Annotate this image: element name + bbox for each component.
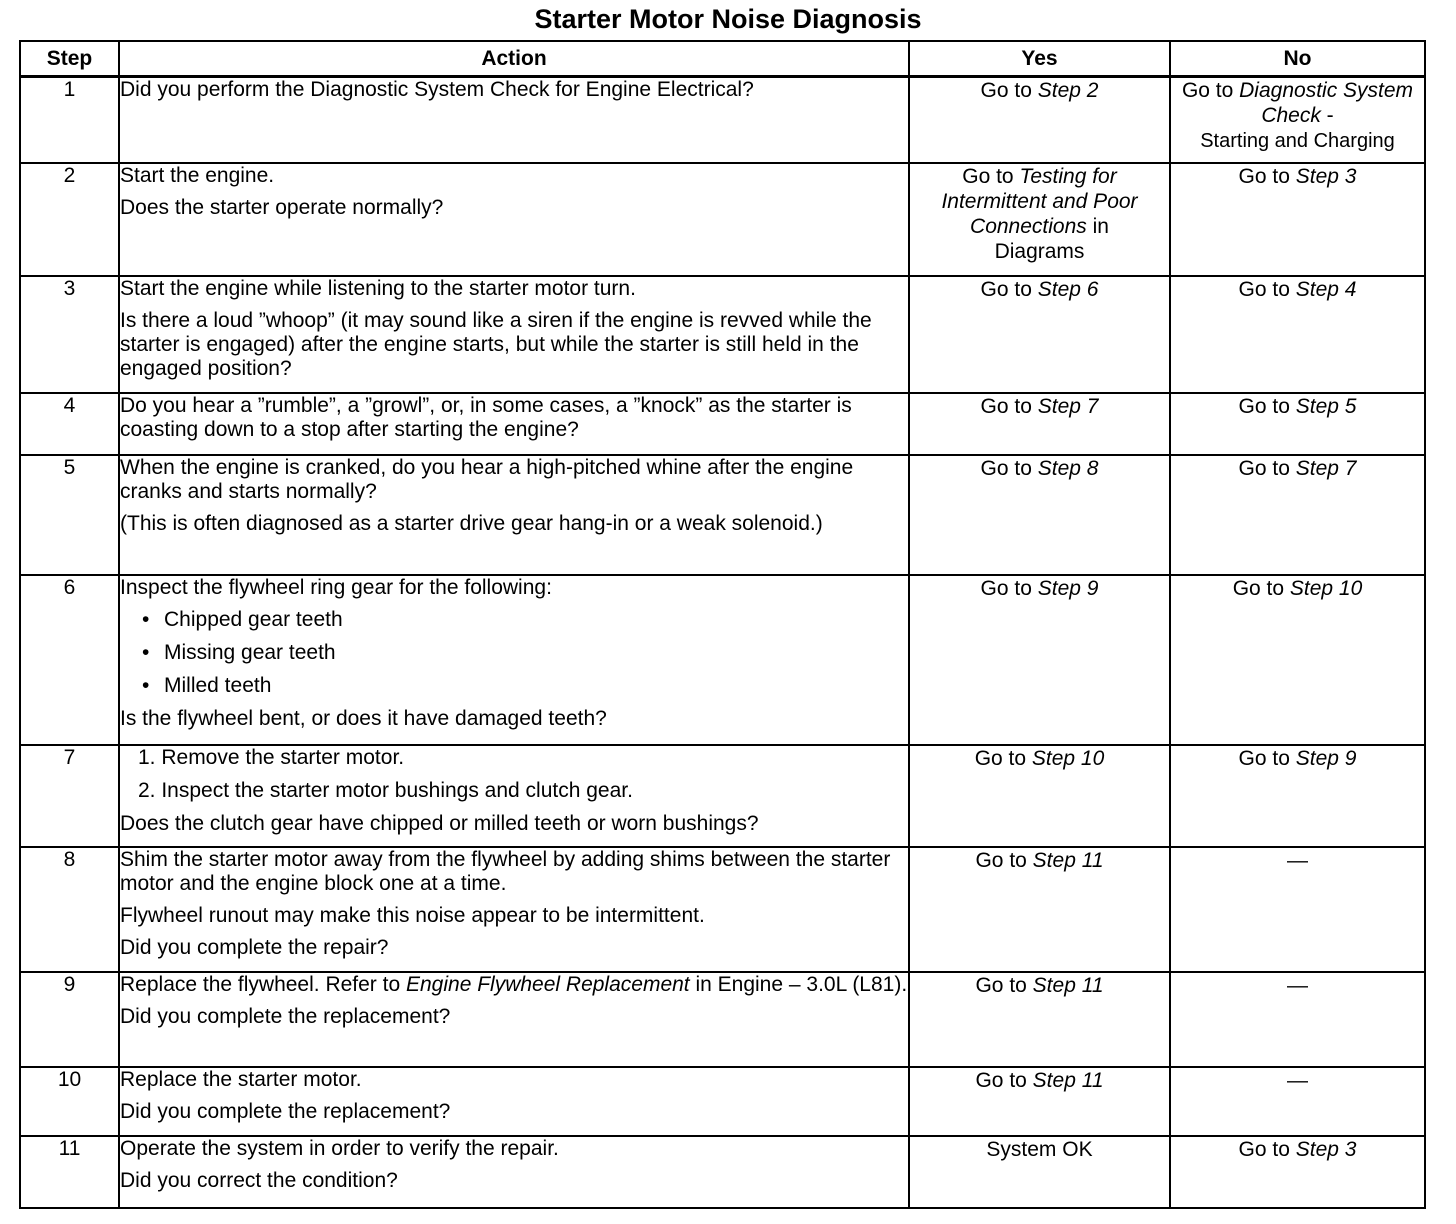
- no-step-link[interactable]: Step 5: [1295, 394, 1357, 418]
- step-number: 4: [20, 393, 119, 455]
- action-cell: [119, 972, 909, 1067]
- no-dash: —: [1287, 973, 1308, 997]
- action-text: Inspect the flywheel ring gear for the following:: [120, 575, 552, 599]
- no-step-link[interactable]: Step 3: [1295, 1137, 1357, 1161]
- no-cell: [1170, 77, 1425, 163]
- no-step-link[interactable]: Step 7: [1295, 456, 1357, 480]
- no-prefix: Go to: [1238, 746, 1296, 770]
- yes-prefix: Go to: [974, 746, 1032, 770]
- no-step-link[interactable]: Step 9: [1295, 746, 1357, 770]
- action-text: Start the engine while listening to the starter motor turn.: [120, 276, 636, 300]
- step-number: 1: [20, 77, 119, 163]
- action-text: Operate the system in order to verify the repair.: [120, 1136, 559, 1160]
- list-item: • Milled teeth: [142, 674, 908, 698]
- no-prefix: Go to: [1238, 277, 1296, 301]
- action-question: Is the flywheel bent, or does it have damaged teeth?: [120, 706, 607, 730]
- action-cell: [119, 1136, 909, 1208]
- yes-step-link[interactable]: Step 6: [1037, 277, 1099, 301]
- yes-step-link[interactable]: Step 11: [1032, 848, 1104, 872]
- yes-cell: [909, 1136, 1170, 1208]
- yes-step-link[interactable]: Step 7: [1037, 394, 1099, 418]
- yes-cell: [909, 77, 1170, 163]
- yes-prefix: Go to: [975, 1068, 1033, 1092]
- no-cell: [1170, 1136, 1425, 1208]
- action-question: Do you hear a ”rumble”, a ”growl”, or, in some cases, a ”knock” as the starter is coasting down to a stop after starting the engine?: [120, 393, 852, 441]
- yes-cell: [909, 745, 1170, 847]
- yes-prefix: Go to: [975, 848, 1033, 872]
- yes-prefix: Go to: [980, 456, 1038, 480]
- yes-prefix: Go to: [962, 164, 1020, 188]
- action-question: Does the clutch gear have chipped or milled teeth or worn bushings?: [120, 811, 759, 835]
- no-step-link[interactable]: Step 4: [1295, 277, 1357, 301]
- table-row: [20, 163, 1425, 276]
- step-number: 6: [20, 575, 119, 745]
- table-header-row: [20, 41, 1425, 77]
- yes-prefix: Go to: [980, 277, 1038, 301]
- step-number: 11: [20, 1136, 119, 1208]
- yes-step-link[interactable]: Step 11: [1032, 1068, 1104, 1092]
- no-prefix: Go to: [1238, 164, 1296, 188]
- list-item: • Chipped gear teeth: [142, 608, 908, 632]
- page-title: Starter Motor Noise Diagnosis: [534, 4, 922, 34]
- action-cell: [119, 276, 909, 393]
- no-reference-subtitle: Starting and Charging: [1200, 130, 1395, 152]
- action-cell: [119, 455, 909, 575]
- yes-cell: [909, 972, 1170, 1067]
- no-step-link[interactable]: Step 10: [1289, 576, 1363, 600]
- no-cell: [1170, 276, 1425, 393]
- step-number: 7: [20, 745, 119, 847]
- header-yes: Yes: [909, 41, 1170, 77]
- action-question: When the engine is cranked, do you hear a high-pitched whine after the engine cranks and starts normally?: [120, 455, 854, 503]
- no-dash: —: [1287, 848, 1308, 872]
- no-cell: [1170, 163, 1425, 276]
- table-row: [20, 847, 1425, 972]
- procedure-reference-link[interactable]: Engine Flywheel Replacement: [405, 972, 690, 996]
- header-no: No: [1170, 41, 1425, 77]
- yes-cell: [909, 393, 1170, 455]
- table-row: [20, 745, 1425, 847]
- step-number: 2: [20, 163, 119, 276]
- step-number: 5: [20, 455, 119, 575]
- yes-reference-link[interactable]: Testing for Intermittent and Poor Connections: [941, 164, 1138, 238]
- no-prefix: Go to: [1181, 79, 1240, 102]
- yes-cell: [909, 276, 1170, 393]
- yes-prefix: Go to: [980, 394, 1038, 418]
- action-text: Shim the starter motor away from the flywheel by adding shims between the starter motor and the engine block one at a time.: [120, 847, 891, 895]
- action-question: Did you complete the repair?: [120, 935, 389, 959]
- no-cell: [1170, 1067, 1425, 1136]
- step-number: 10: [20, 1067, 119, 1136]
- table-row: [20, 77, 1425, 163]
- no-prefix: Go to: [1232, 576, 1290, 600]
- no-suffix: -: [1320, 104, 1334, 127]
- action-note: (This is often diagnosed as a starter drive gear hang-in or a weak solenoid.): [120, 511, 823, 535]
- yes-cell: [909, 455, 1170, 575]
- no-dash: —: [1287, 1068, 1308, 1092]
- list-item: 1. Remove the starter motor.: [138, 745, 405, 769]
- no-cell: [1170, 455, 1425, 575]
- table-row: [20, 455, 1425, 575]
- table-row: [20, 1067, 1425, 1136]
- diagnosis-table: [19, 40, 1426, 1209]
- action-cell: [119, 77, 909, 163]
- header-step: Step: [20, 41, 119, 77]
- table-row: [20, 276, 1425, 393]
- action-text: Start the engine.: [120, 163, 275, 187]
- yes-step-link[interactable]: Step 8: [1037, 456, 1099, 480]
- no-cell: [1170, 575, 1425, 745]
- no-prefix: Go to: [1238, 394, 1296, 418]
- no-prefix: Go to: [1238, 456, 1296, 480]
- list-item: • Missing gear teeth: [142, 641, 908, 665]
- action-text-prefix: Replace the flywheel. Refer to: [120, 972, 406, 996]
- no-cell: [1170, 972, 1425, 1067]
- table-row: [20, 1136, 1425, 1208]
- action-question: Did you correct the condition?: [120, 1168, 398, 1192]
- step-number: 3: [20, 276, 119, 393]
- no-cell: [1170, 393, 1425, 455]
- step-number: 9: [20, 972, 119, 1067]
- action-cell: [119, 1067, 909, 1136]
- action-cell: [119, 393, 909, 455]
- action-text: [120, 973, 908, 997]
- yes-cell: [909, 1067, 1170, 1136]
- yes-reference-subtitle: Diagrams: [994, 239, 1085, 263]
- yes-step-link[interactable]: Step 10: [1031, 746, 1105, 770]
- procedure-list: [120, 746, 908, 803]
- yes-step-link[interactable]: Step 2: [1037, 79, 1099, 102]
- action-note: Flywheel runout may make this noise appear to be intermittent.: [120, 903, 705, 927]
- no-reference-link[interactable]: Diagnostic System Check: [1239, 79, 1414, 127]
- yes-prefix: Go to: [980, 79, 1038, 102]
- header-action: Action: [119, 41, 909, 77]
- inspection-list: [120, 608, 908, 698]
- yes-step-link[interactable]: Step 11: [1032, 973, 1104, 997]
- yes-cell: [909, 575, 1170, 745]
- no-step-link[interactable]: Step 3: [1295, 164, 1357, 188]
- yes-prefix: Go to: [975, 973, 1033, 997]
- yes-suffix: in: [1086, 214, 1109, 238]
- no-prefix: Go to: [1238, 1137, 1296, 1161]
- step-number: 8: [20, 847, 119, 972]
- yes-prefix: Go to: [980, 576, 1038, 600]
- table-row: [20, 393, 1425, 455]
- action-text-suffix: in Engine – 3.0L (L81).: [689, 972, 908, 996]
- yes-cell: [909, 847, 1170, 972]
- yes-result: System OK: [986, 1137, 1093, 1161]
- action-question: Did you complete the replacement?: [120, 1004, 451, 1028]
- action-text: Replace the starter motor.: [120, 1067, 362, 1091]
- table-row: [20, 972, 1425, 1067]
- no-cell: [1170, 745, 1425, 847]
- action-question: Is there a loud ”whoop” (it may sound like a siren if the engine is revved while the starter is engaged) after the engine starts, but while the starter is still held in the engaged position?: [120, 308, 872, 380]
- yes-cell: [909, 163, 1170, 276]
- action-question: Did you complete the replacement?: [120, 1099, 451, 1123]
- action-question: Does the starter operate normally?: [120, 195, 444, 219]
- no-cell: [1170, 847, 1425, 972]
- action-cell: [119, 575, 909, 745]
- action-cell: [119, 163, 909, 276]
- table-row: [20, 575, 1425, 745]
- yes-step-link[interactable]: Step 9: [1037, 576, 1099, 600]
- list-item: 2. Inspect the starter motor bushings and clutch gear.: [138, 778, 633, 802]
- action-text: Did you perform the Diagnostic System Check for Engine Electrical?: [120, 78, 754, 101]
- action-cell: [119, 847, 909, 972]
- action-cell: [119, 745, 909, 847]
